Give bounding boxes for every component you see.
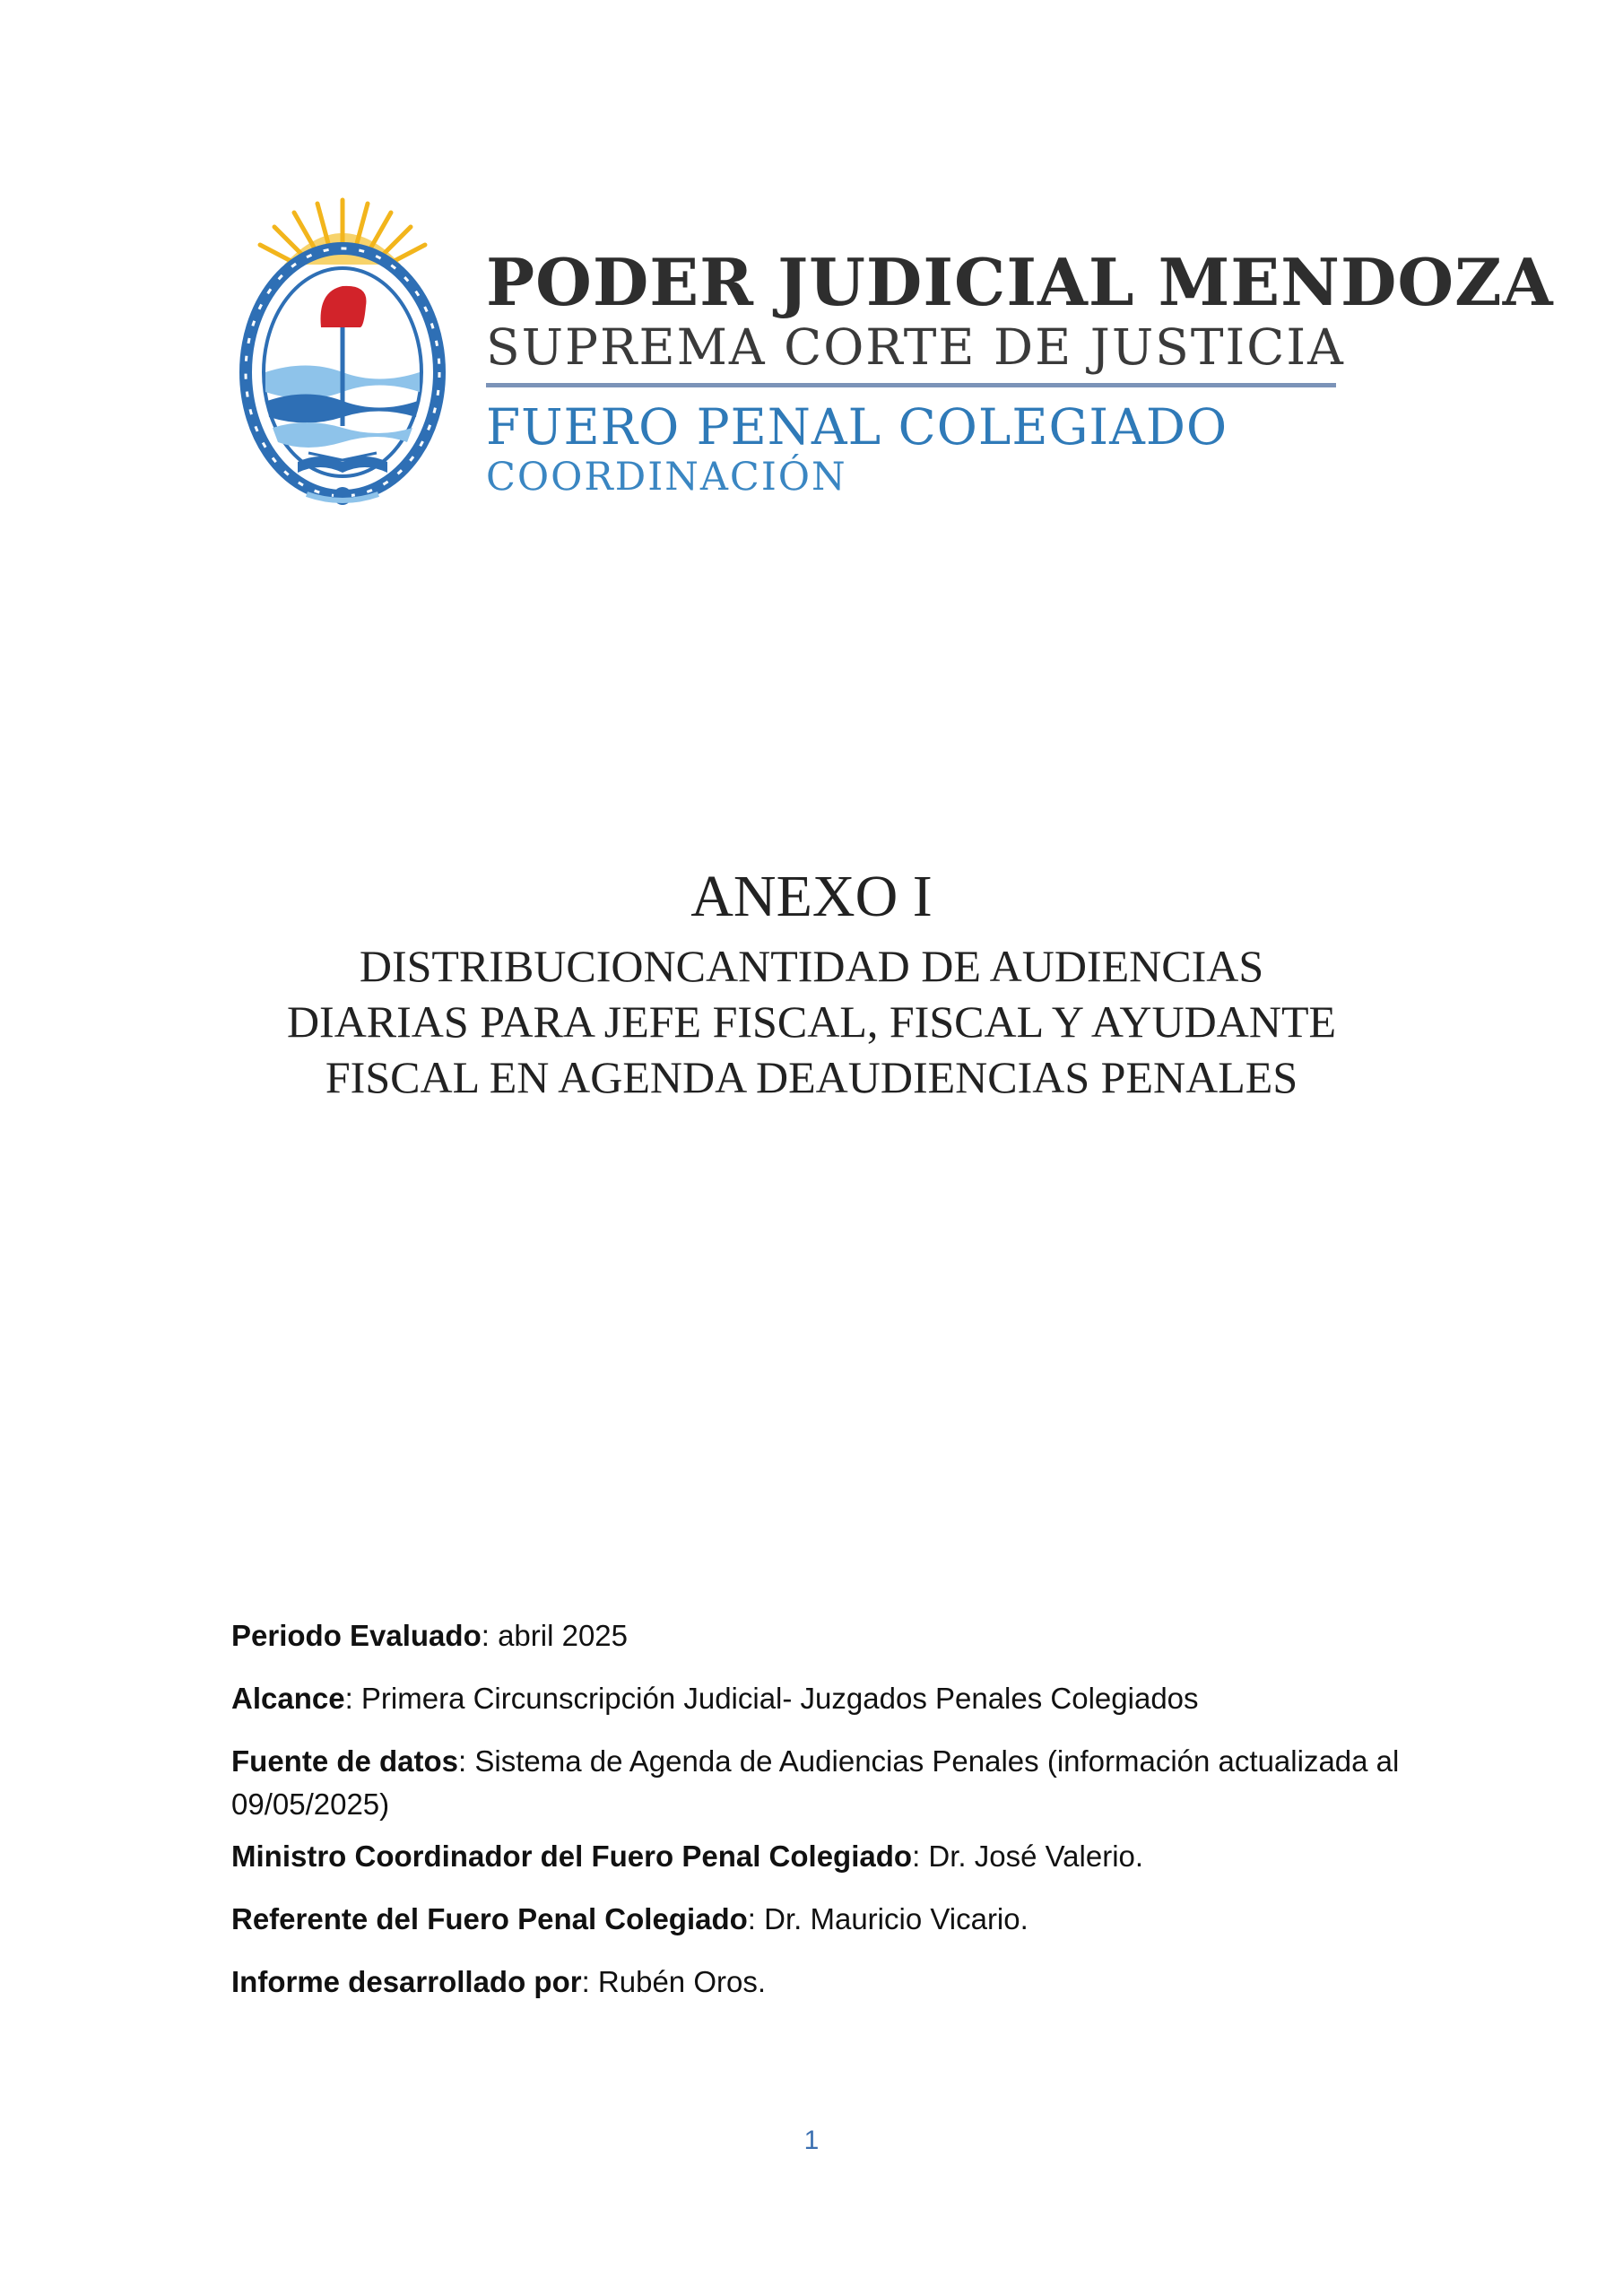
meta-coordinator <box>231 1835 1415 1878</box>
meta-label: Referente del Fuero Penal Colegiado <box>231 1902 748 1935</box>
meta-data-source <box>231 1740 1415 1826</box>
meta-value: : Dr. Mauricio Vicario. <box>747 1902 1028 1935</box>
meta-period <box>231 1614 1415 1657</box>
sun-icon <box>260 200 425 265</box>
meta-referent <box>231 1898 1415 1941</box>
page-number: 1 <box>803 2126 820 2155</box>
meta-author <box>231 1961 1415 2004</box>
meta-value: : abril 2025 <box>481 1619 629 1652</box>
header-logo <box>235 193 1554 516</box>
meta-label: Alcance <box>231 1682 345 1715</box>
annex-subtitle-line-1: DISTRIBUCIONCANTIDAD DE AUDIENCIAS <box>359 941 1264 991</box>
meta-label: Informe desarrollado por <box>231 1965 582 1998</box>
meta-label: Ministro Coordinador del Fuero Penal Colegiado <box>231 1839 913 1873</box>
meta-value: : Dr. José Valerio. <box>912 1839 1144 1873</box>
brand-divider <box>486 383 1336 387</box>
meta-value: : Rubén Oros. <box>581 1965 767 1998</box>
annex-subtitle-line-3: FISCAL EN AGENDA DEAUDIENCIAS PENALES <box>325 1052 1298 1102</box>
jurisdiction-name: FUERO PENAL COLEGIADO <box>486 398 1228 456</box>
argentine-coat-of-arms-icon <box>235 193 450 516</box>
report-metadata <box>231 1614 1415 2023</box>
annex-title: ANEXO I <box>690 864 933 929</box>
meta-value: : Sistema de Agenda de Audiencias Penales (información actualizada al 09/05/2025) <box>231 1744 1400 1821</box>
institution-brand <box>486 244 1554 500</box>
annex-subtitle-line-2: DIARIAS PARA JEFE FISCAL, FISCAL Y AYUDANTE <box>286 996 1337 1047</box>
institution-name: PODER JUDICIAL MENDOZA <box>486 244 1554 320</box>
office-name: COORDINACIÓN <box>486 455 847 500</box>
meta-label: Periodo Evaluado <box>231 1619 482 1652</box>
court-name: SUPREMA CORTE DE JUSTICIA <box>486 318 1345 376</box>
meta-value: : Primera Circunscripción Judicial- Juzgados Penales Colegiados <box>344 1682 1199 1715</box>
meta-label: Fuente de datos <box>231 1744 459 1778</box>
document-title <box>179 861 1444 1105</box>
meta-scope <box>231 1677 1415 1720</box>
